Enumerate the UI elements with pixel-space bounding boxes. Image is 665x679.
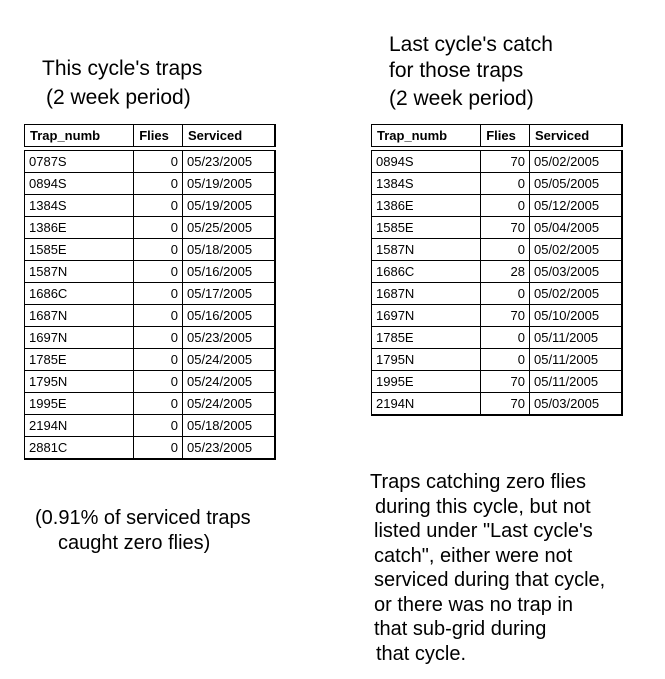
note-line: Traps catching zero flies — [370, 471, 587, 493]
trap-number-cell: 1785E — [372, 327, 481, 349]
flies-cell: 70 — [481, 217, 530, 239]
trap-number-cell: 1687N — [372, 283, 481, 305]
serviced-date-cell: 05/23/2005 — [182, 151, 275, 173]
serviced-date-cell: 05/19/2005 — [182, 173, 275, 195]
table-row — [372, 349, 623, 371]
note-line: serviced during that cycle, — [374, 569, 606, 591]
note-line: caught zero flies) — [58, 532, 211, 554]
trap-number-cell: 1687N — [25, 305, 134, 327]
flies-cell: 0 — [134, 195, 183, 217]
serviced-date-cell: 05/18/2005 — [182, 239, 275, 261]
note-line: listed under "Last cycle's — [374, 520, 593, 542]
column-header-trap-numb: Trap_numb — [25, 125, 134, 147]
serviced-date-cell: 05/02/2005 — [529, 239, 622, 261]
table-row — [25, 415, 276, 437]
flies-cell: 0 — [134, 283, 183, 305]
heading-line: (2 week period) — [46, 86, 191, 109]
flies-cell: 0 — [481, 173, 530, 195]
table-row — [25, 371, 276, 393]
flies-cell: 0 — [134, 437, 183, 460]
serviced-date-cell: 05/23/2005 — [182, 327, 275, 349]
table-row — [25, 393, 276, 415]
serviced-date-cell: 05/02/2005 — [529, 151, 622, 173]
flies-cell: 0 — [481, 327, 530, 349]
table-row — [25, 151, 276, 173]
table-row — [25, 349, 276, 371]
flies-cell: 0 — [481, 195, 530, 217]
note-line: (0.91% of serviced traps — [35, 507, 251, 529]
flies-cell: 0 — [134, 371, 183, 393]
serviced-date-cell: 05/12/2005 — [529, 195, 622, 217]
note-line: that cycle. — [376, 642, 467, 665]
table-row — [372, 239, 623, 261]
heading-line: Last cycle's catch — [389, 33, 553, 56]
trap-number-cell: 1686C — [25, 283, 134, 305]
serviced-date-cell: 05/16/2005 — [182, 305, 275, 327]
table-row — [25, 217, 276, 239]
table-row — [25, 173, 276, 195]
flies-cell: 70 — [481, 151, 530, 173]
heading-line: This cycle's traps — [42, 57, 203, 80]
flies-cell: 0 — [481, 283, 530, 305]
serviced-date-cell: 05/16/2005 — [182, 261, 275, 283]
explanation-note — [370, 470, 605, 666]
serviced-date-cell: 05/03/2005 — [529, 261, 622, 283]
table-header-row — [25, 125, 276, 147]
heading-line: for those traps — [389, 59, 524, 82]
trap-number-cell: 1697N — [25, 327, 134, 349]
zero-flies-percentage-note — [35, 508, 251, 553]
table-row — [372, 217, 623, 239]
column-header-trap-numb: Trap_numb — [372, 125, 481, 147]
serviced-date-cell: 05/24/2005 — [182, 393, 275, 415]
table-row — [372, 305, 623, 327]
this-cycle-traps-table — [24, 124, 276, 460]
trap-number-cell: 1587N — [372, 239, 481, 261]
table-row — [372, 283, 623, 305]
table-row — [25, 283, 276, 305]
serviced-date-cell: 05/19/2005 — [182, 195, 275, 217]
trap-number-cell: 1585E — [25, 239, 134, 261]
table-row — [372, 195, 623, 217]
serviced-date-cell: 05/03/2005 — [529, 393, 622, 416]
trap-number-cell: 1585E — [372, 217, 481, 239]
trap-number-cell: 1795N — [372, 349, 481, 371]
note-line: or there was no trap in — [374, 593, 573, 616]
column-header-flies: Flies — [134, 125, 183, 147]
trap-number-cell: 1384S — [372, 173, 481, 195]
serviced-date-cell: 05/24/2005 — [182, 349, 275, 371]
serviced-date-cell: 05/11/2005 — [529, 371, 622, 393]
trap-number-cell: 0894S — [372, 151, 481, 173]
trap-number-cell: 2194N — [25, 415, 134, 437]
flies-cell: 0 — [134, 415, 183, 437]
table-row — [25, 239, 276, 261]
trap-number-cell: 1384S — [25, 195, 134, 217]
serviced-date-cell: 05/25/2005 — [182, 217, 275, 239]
table-row — [372, 173, 623, 195]
table-row — [372, 371, 623, 393]
table-row — [372, 327, 623, 349]
this-cycle-heading — [42, 58, 202, 108]
serviced-date-cell: 05/04/2005 — [529, 217, 622, 239]
trap-number-cell: 1686C — [372, 261, 481, 283]
trap-number-cell: 1785E — [25, 349, 134, 371]
flies-cell: 70 — [481, 305, 530, 327]
serviced-date-cell: 05/05/2005 — [529, 173, 622, 195]
trap-number-cell: 1697N — [372, 305, 481, 327]
table-row — [372, 261, 623, 283]
flies-cell: 0 — [481, 349, 530, 371]
flies-cell: 0 — [481, 239, 530, 261]
flies-cell: 0 — [134, 261, 183, 283]
flies-cell: 70 — [481, 393, 530, 416]
trap-number-cell: 0787S — [25, 151, 134, 173]
serviced-date-cell: 05/17/2005 — [182, 283, 275, 305]
trap-number-cell: 2194N — [372, 393, 481, 416]
heading-line: (2 week period) — [389, 87, 534, 110]
trap-number-cell: 1587N — [25, 261, 134, 283]
table-row — [372, 151, 623, 173]
flies-cell: 0 — [134, 327, 183, 349]
table-row — [25, 437, 276, 460]
table-row — [372, 393, 623, 416]
table-row — [25, 195, 276, 217]
table-row — [25, 261, 276, 283]
column-header-serviced: Serviced — [529, 125, 622, 147]
column-header-flies: Flies — [481, 125, 530, 147]
table-header-row — [372, 125, 623, 147]
flies-cell: 0 — [134, 217, 183, 239]
flies-cell: 0 — [134, 305, 183, 327]
flies-cell: 0 — [134, 151, 183, 173]
last-cycle-heading — [389, 34, 553, 109]
flies-cell: 28 — [481, 261, 530, 283]
last-cycle-catch-table — [371, 124, 623, 416]
column-header-serviced: Serviced — [182, 125, 275, 147]
trap-number-cell: 1995E — [25, 393, 134, 415]
note-line: that sub-grid during — [374, 618, 547, 640]
serviced-date-cell: 05/02/2005 — [529, 283, 622, 305]
serviced-date-cell: 05/11/2005 — [529, 327, 622, 349]
trap-number-cell: 2881C — [25, 437, 134, 460]
flies-cell: 0 — [134, 173, 183, 195]
trap-number-cell: 1795N — [25, 371, 134, 393]
trap-number-cell: 0894S — [25, 173, 134, 195]
table-row — [25, 327, 276, 349]
flies-cell: 0 — [134, 239, 183, 261]
serviced-date-cell: 05/10/2005 — [529, 305, 622, 327]
table-row — [25, 305, 276, 327]
note-line: catch", either were not — [374, 544, 573, 567]
serviced-date-cell: 05/24/2005 — [182, 371, 275, 393]
trap-number-cell: 1995E — [372, 371, 481, 393]
flies-cell: 0 — [134, 349, 183, 371]
trap-number-cell: 1386E — [25, 217, 134, 239]
serviced-date-cell: 05/18/2005 — [182, 415, 275, 437]
trap-number-cell: 1386E — [372, 195, 481, 217]
note-line: during this cycle, but not — [375, 495, 591, 518]
flies-cell: 0 — [134, 393, 183, 415]
serviced-date-cell: 05/23/2005 — [182, 437, 275, 460]
serviced-date-cell: 05/11/2005 — [529, 349, 622, 371]
flies-cell: 70 — [481, 371, 530, 393]
